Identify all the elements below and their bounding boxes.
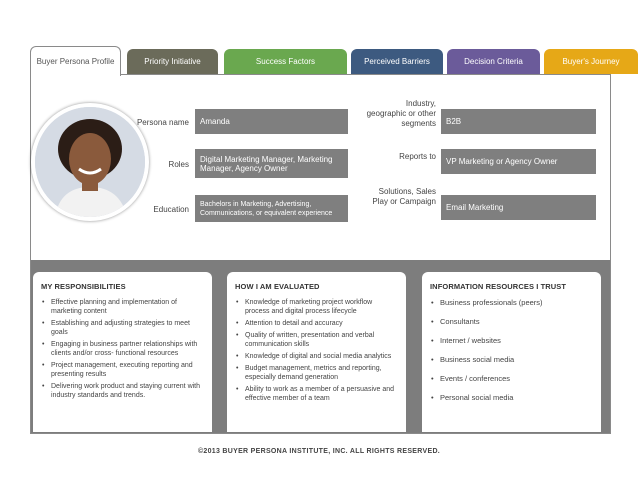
- education-label: Education: [153, 205, 189, 214]
- list-item: • Establishing and adjusting strategies to meet goals: [41, 319, 204, 337]
- segments-value: B2B: [441, 109, 596, 134]
- responsibilities-card: [33, 272, 212, 432]
- reports-to-label: Reports to: [399, 152, 436, 161]
- card-title: INFORMATION RESOURCES I TRUST: [430, 282, 567, 291]
- persona-name-label: Persona name: [136, 118, 189, 127]
- tab-decision-criteria[interactable]: Decision Criteria: [447, 49, 540, 74]
- list-item: • Knowledge of marketing project workflow process and digital process lifecycle: [235, 298, 398, 316]
- card-title: MY RESPONSIBILITIES: [41, 282, 126, 291]
- list-item: • Quality of written, presentation and verbal communication skills: [235, 331, 398, 349]
- tab-buyer-persona-profile[interactable]: Buyer Persona Profile: [30, 46, 121, 76]
- segments-label: Industry, geographic or other segments: [366, 99, 436, 128]
- tab-bar: [30, 46, 620, 74]
- tab-priority-initiative[interactable]: Priority Initiative: [127, 49, 218, 74]
- education-value: Bachelors in Marketing, Advertising, Communications, or equivalent experience: [195, 195, 348, 222]
- list-item: • Business professionals (peers): [430, 298, 593, 307]
- list-item: • Project management, executing reporting and presenting results: [41, 361, 204, 379]
- tab-buyers-journey[interactable]: Buyer's Journey: [544, 49, 638, 74]
- list-item: • Events / conferences: [430, 374, 593, 383]
- list-item: • Personal social media: [430, 393, 593, 402]
- list-item: • Engaging in business partner relationships with clients and/or cross- functional resources: [41, 340, 204, 358]
- responsibilities-list: [41, 298, 204, 400]
- list-item: • Business social media: [430, 355, 593, 364]
- card-title: HOW I AM EVALUATED: [235, 282, 320, 291]
- solutions-value: Email Marketing: [441, 195, 596, 220]
- roles-label: Roles: [168, 160, 189, 169]
- solutions-label: Solutions, Sales Play or Campaign: [372, 187, 436, 206]
- list-item: • Attention to detail and accuracy: [235, 319, 398, 328]
- tab-success-factors[interactable]: Success Factors: [224, 49, 347, 74]
- evaluation-list: [235, 298, 398, 403]
- information-resources-card: [422, 272, 601, 432]
- resources-list: [430, 298, 593, 402]
- tab-perceived-barriers[interactable]: Perceived Barriers: [351, 49, 443, 74]
- persona-panel: [30, 74, 611, 434]
- list-item: • Internet / websites: [430, 336, 593, 345]
- list-item: • Effective planning and implementation of marketing content: [41, 298, 204, 316]
- list-item: • Consultants: [430, 317, 593, 326]
- evaluation-card: [227, 272, 406, 432]
- list-item: • Knowledge of digital and social media analytics: [235, 352, 398, 361]
- copyright-footer: ©2013 BUYER PERSONA INSTITUTE, INC. ALL RIGHTS RESERVED.: [197, 448, 441, 455]
- reports-to-value: VP Marketing or Agency Owner: [441, 149, 596, 174]
- list-item: • Ability to work as a member of a persuasive and effective member of a team: [235, 385, 398, 403]
- persona-name-value: Amanda: [195, 109, 348, 134]
- list-item: • Delivering work product and staying current with industry standards and trends.: [41, 382, 204, 400]
- details-section: [31, 260, 610, 433]
- roles-value: Digital Marketing Manager, Marketing Manager, Agency Owner: [195, 149, 348, 178]
- profile-section: [31, 75, 610, 260]
- list-item: • Budget management, metrics and reporting, especially demand generation: [235, 364, 398, 382]
